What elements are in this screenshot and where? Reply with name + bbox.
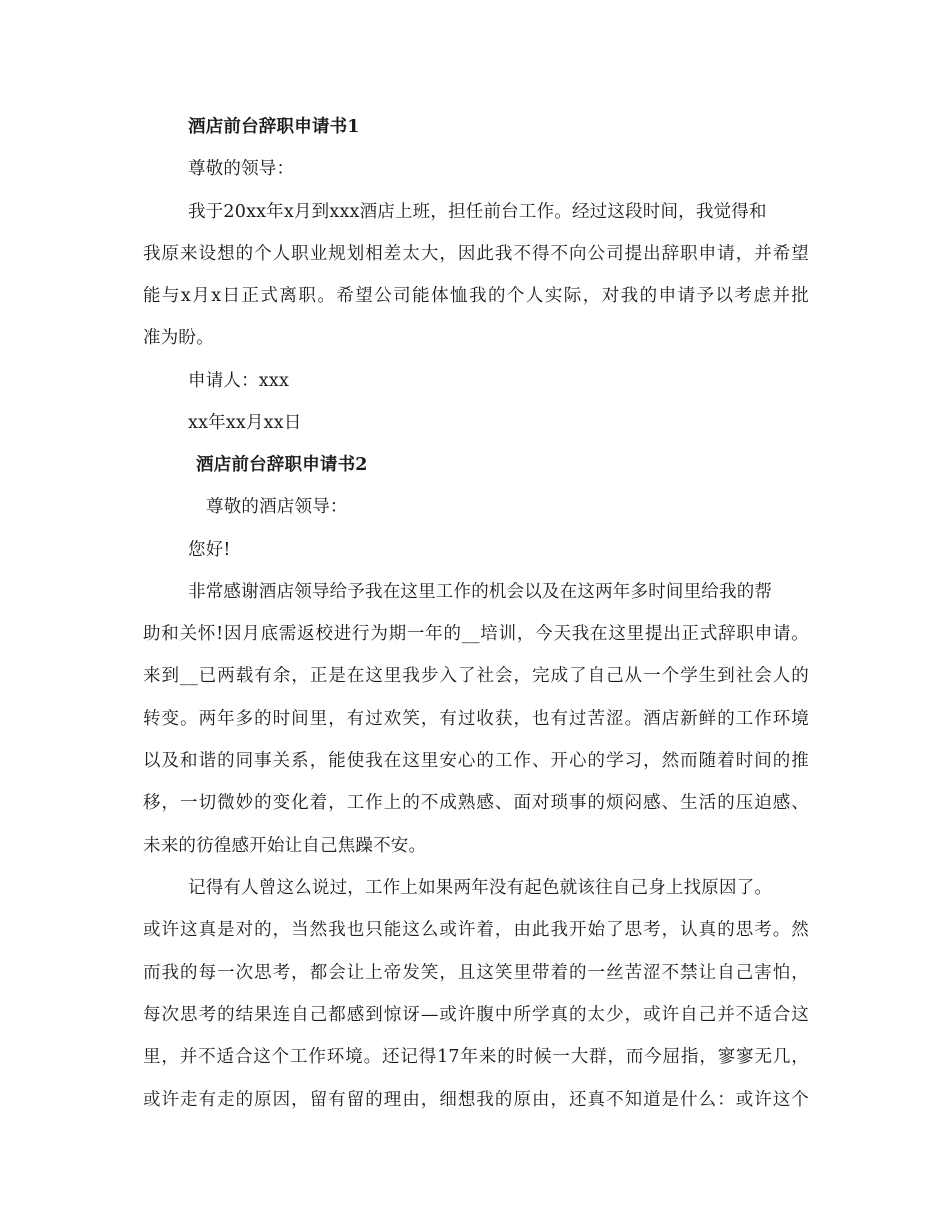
- paragraph-1-line-1: 我于20xx年x月到xxx酒店上班，担任前台工作。经过这段时间，我觉得和: [188, 202, 767, 222]
- paragraph-3-line-5: 里，并不适合这个工作环境。还记得17年来的时候一大群，而今屈指，寥寥无几，: [143, 1047, 809, 1067]
- paragraph-2-line-3: 来到__已两载有余，正是在这里我步入了社会，完成了自己从一个学生到社会人的: [143, 666, 809, 686]
- paragraph-2-line-6: 移，一切微妙的变化着，工作上的不成熟感、面对琐事的烦闷感、生活的压迫感、: [143, 793, 809, 813]
- applicant-line: 申请人：xxx: [188, 371, 290, 391]
- paragraph-3-line-1: 记得有人曾这么说过，工作上如果两年没有起色就该往自己身上找原因了。: [188, 878, 773, 898]
- paragraph-3-line-2: 或许这真是对的，当然我也只能这么或许着，由此我开始了思考，认真的思考。然: [143, 920, 809, 940]
- section-title-2: 酒店前台辞职申请书2: [196, 455, 368, 475]
- paragraph-1-line-3: 能与x月x日正式离职。希望公司能体恤我的个人实际，对我的申请予以考虑并批: [143, 286, 809, 306]
- paragraph-1-line-4: 准为盼。: [143, 328, 214, 348]
- salutation-2: 尊敬的酒店领导：: [206, 497, 348, 517]
- date-line: xx年xx月xx日: [188, 413, 302, 433]
- salutation-1: 尊敬的领导：: [188, 159, 295, 179]
- paragraph-3-line-6: 或许走有走的原因，留有留的理由，细想我的原由，还真不知道是什么：或许这个: [143, 1090, 809, 1110]
- paragraph-3-line-3: 而我的每一次思考，都会让上帝发笑，且这笑里带着的一丝苦涩不禁让自己害怕，: [143, 963, 809, 983]
- paragraph-2-line-1: 非常感谢酒店领导给予我在这里工作的机会以及在这两年多时间里给我的帮: [188, 582, 773, 602]
- paragraph-3-line-4: 每次思考的结果连自己都感到惊讶—或许腹中所学真的太少，或许自己并不适合这: [143, 1005, 809, 1025]
- greeting: 您好!: [188, 540, 231, 560]
- paragraph-2-line-4: 转变。两年多的时间里，有过欢笑，有过收获，也有过苦涩。酒店新鲜的工作环境: [143, 709, 809, 729]
- paragraph-2-line-7: 未来的彷徨感开始让自己焦躁不安。: [143, 836, 427, 856]
- paragraph-2-line-5: 以及和谐的同事关系，能使我在这里安心的工作、开心的学习，然而随着时间的推: [143, 751, 809, 771]
- section-title-1: 酒店前台辞职申请书1: [188, 117, 360, 137]
- paragraph-1-line-2: 我原来设想的个人职业规划相差太大，因此我不得不向公司提出辞职申请，并希望: [143, 244, 809, 264]
- paragraph-2-line-2: 助和关怀!因月底需返校进行为期一年的__培训，今天我在这里提出正式辞职申请。: [143, 624, 809, 644]
